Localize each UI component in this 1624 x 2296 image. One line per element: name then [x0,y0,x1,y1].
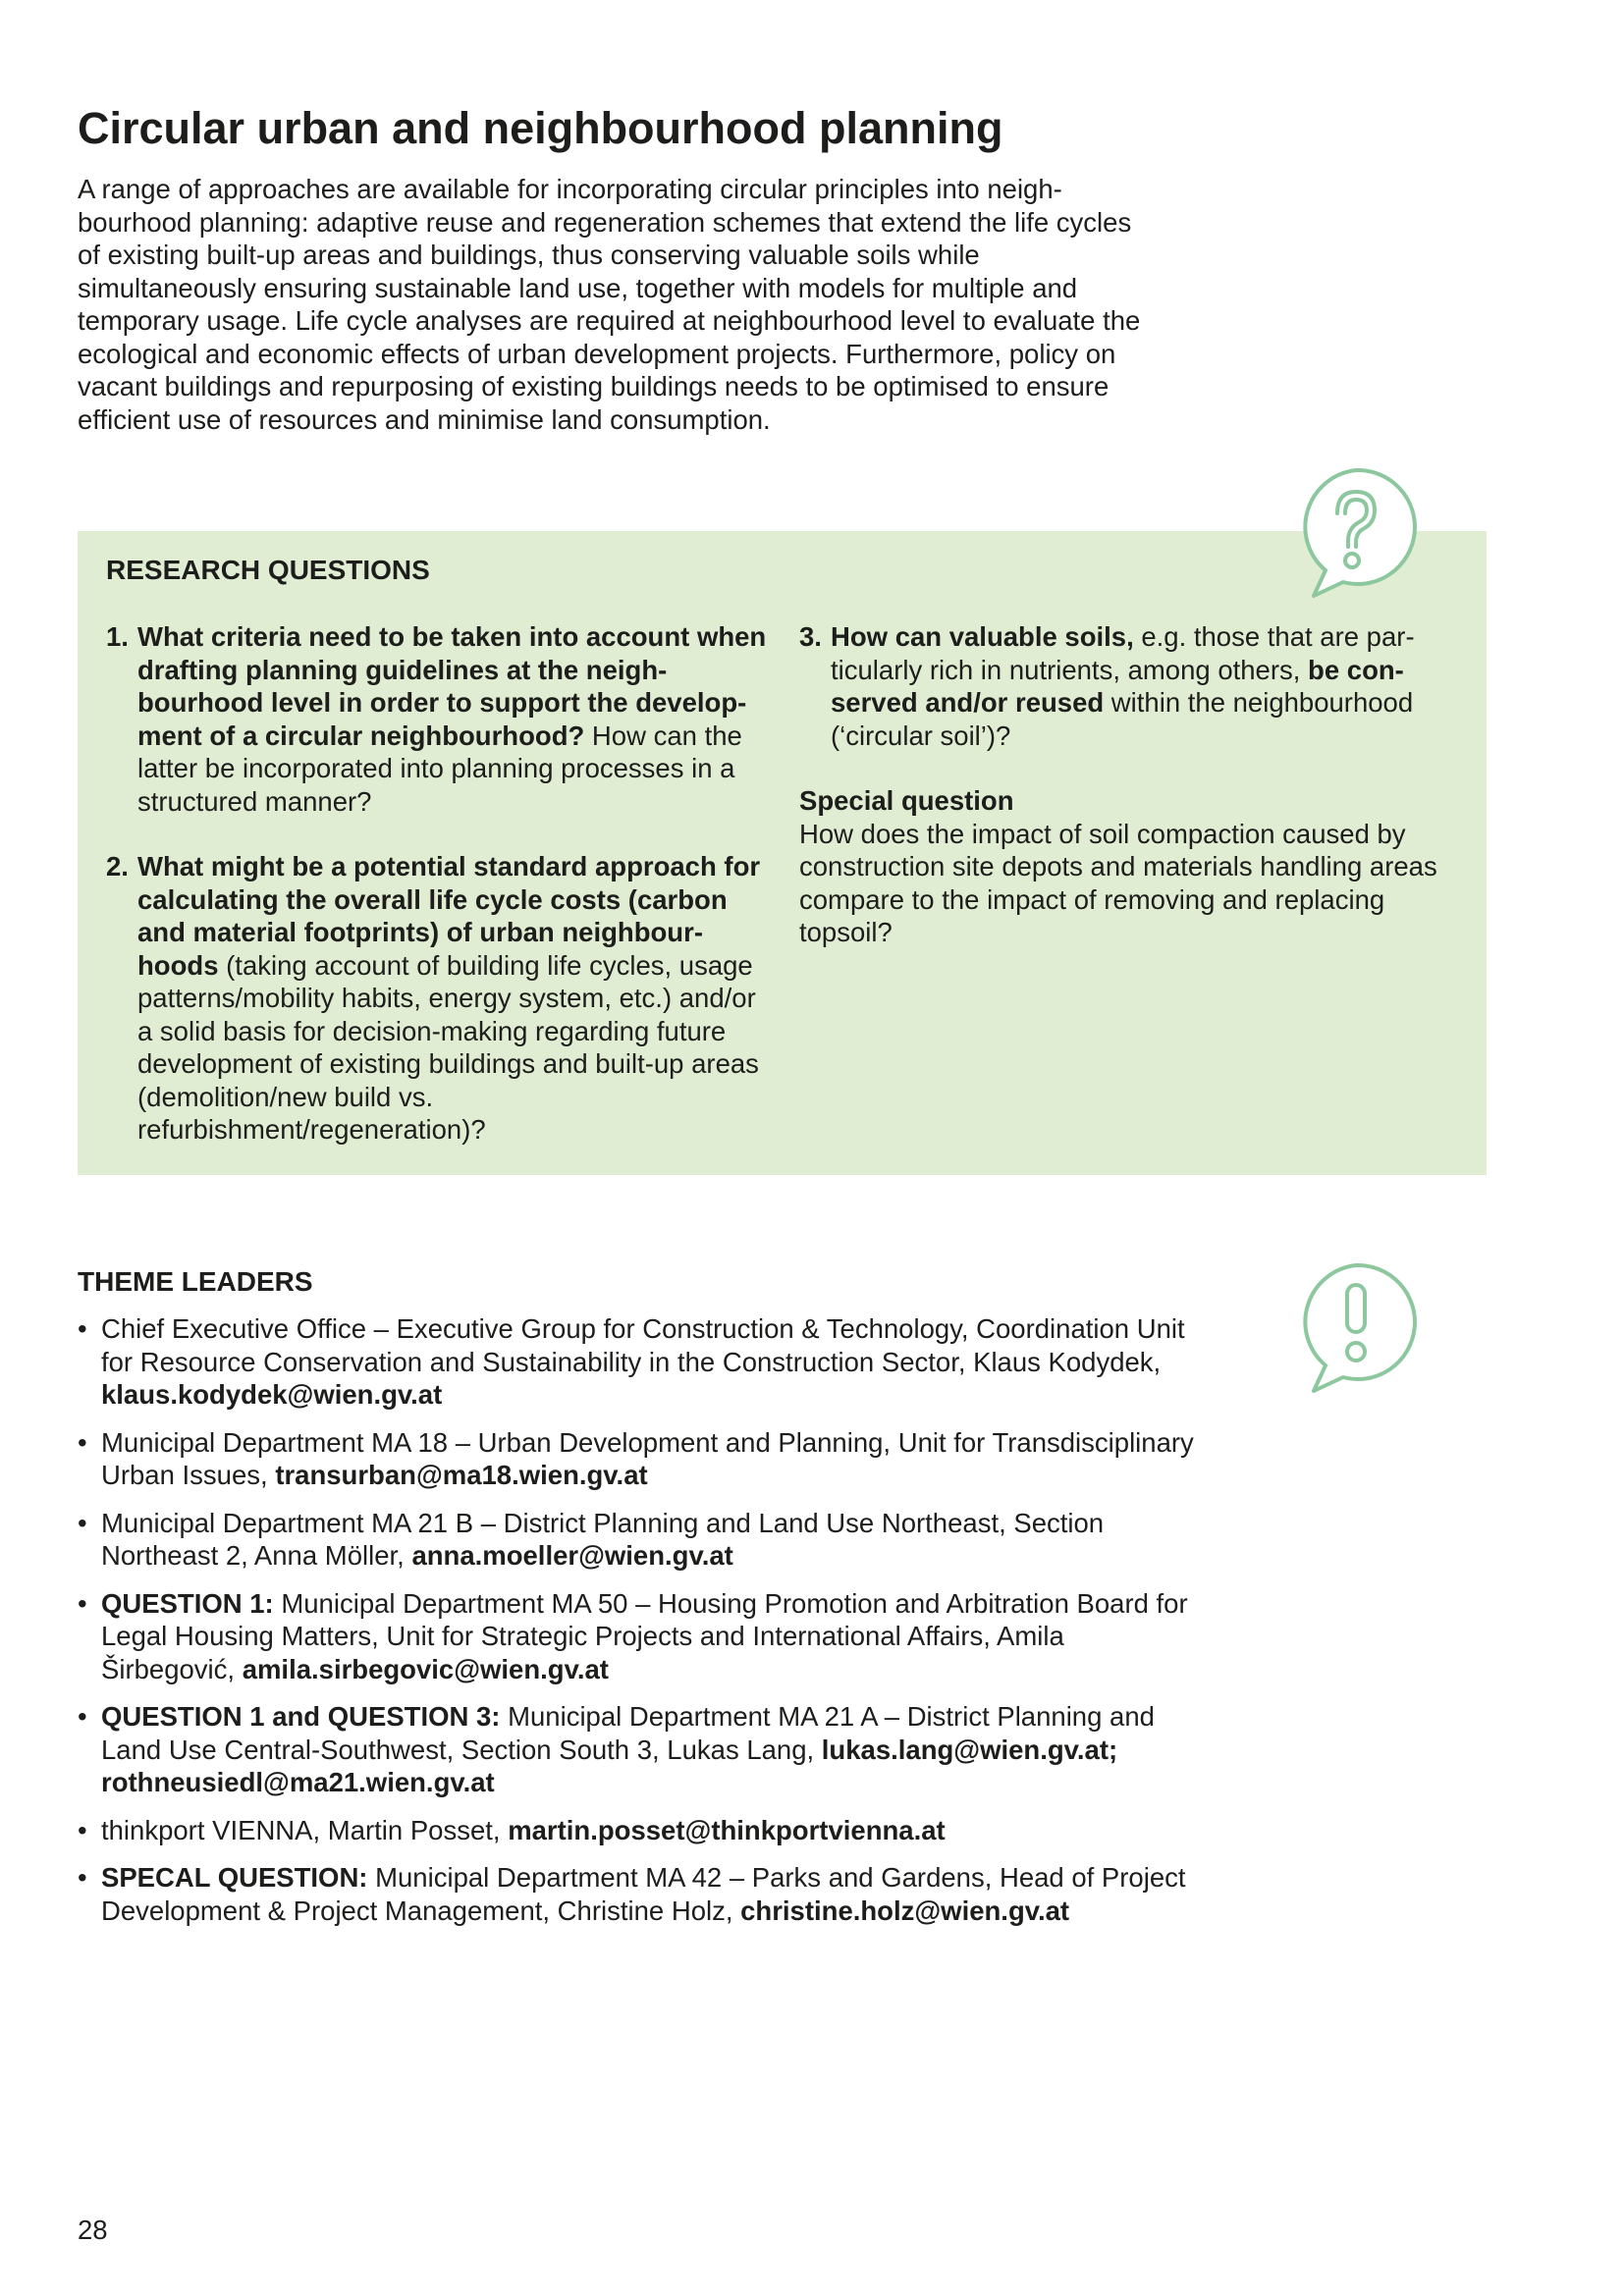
leader-email: anna.moeller@wien.gv.at [411,1540,733,1571]
question-number: 3. [799,621,822,652]
question-rest-text: (taking account of building life cycles, usage patterns/mobility habits, energy system, etc.) and/or a solid basis for decision-making regarding future development of existing buildings and built-up areas (demolition/new build vs. refurbishment/regeneration)? [137,949,759,1145]
theme-leader-item [78,1587,1197,1686]
bullet: • [78,1701,87,1732]
intro-paragraph: A range of approaches are available for incorporating circular principles into neighbourhood planning: adaptive reuse and regeneration schemes that extend the life cycles of existing built-up areas and buildings, thus conserving valuable soils while simultaneously ensuring sustainable land use, together with models for multiple and temporary usage. Life cycle analyses are required at neighbourhood level to evaluate the ecological and economic effects of urban development projects. Furthermore, policy on vacant buildings and repurposing of existing buildings needs to be optimised to ensure efficient use of resources and minimise land consumption. [78,174,1141,435]
question-bold-text: How can valuable soils, [831,621,1134,652]
theme-leader-item [78,1426,1197,1492]
theme-leader-item [78,1861,1197,1927]
theme-leader-item [78,1507,1197,1573]
bullet: • [78,1587,87,1619]
bullet: • [78,1862,87,1893]
leader-description: Municipal Department MA 18 – Urban Development and Planning, Unit for Transdisciplinary Urban Issues, [101,1426,1194,1490]
theme-leaders-list [78,1312,1197,1942]
bullet: • [78,1426,87,1458]
question-number: 1. [106,621,129,652]
leader-description: thinkport VIENNA, Martin Posset, [101,1814,509,1845]
leader-prefix: SPECAL QUESTION: [101,1862,368,1893]
question-text [137,620,774,818]
leader-email: transurban@ma18.wien.gv.at [275,1460,648,1490]
leader-text [101,1700,1197,1799]
leader-text [101,1426,1197,1492]
special-question-text: How does the impact of soil compaction caused by construction site depots and materials handling areas compare to the impact of removing and replacing topsoil? [799,818,1437,947]
question-speech-bubble-icon [1292,464,1420,602]
question-rest-text: within the neighbourhood (‘circular soil’)? [831,687,1414,751]
leader-text [101,1507,1197,1573]
question-number: 2. [106,851,129,881]
theme-leaders-heading: THEME LEADERS [78,1266,313,1297]
research-questions-right-column [799,620,1467,949]
research-questions-heading: RESEARCH QUESTIONS [106,555,430,585]
theme-leader-item [78,1814,1197,1847]
research-question-1 [106,620,774,818]
exclamation-speech-bubble-icon [1292,1259,1420,1397]
leader-description: Municipal Department MA 21 A – District Planning and Land Use Central-Southwest, Section South 3, Lukas Lang, [101,1701,1155,1765]
leader-description: Municipal Department MA 50 – Housing Promotion and Arbitration Board for Legal Housing Matters, Unit for Strategic Projects and International Affairs, Amila Širbegović, [101,1587,1188,1684]
page-title: Circular urban and neighbourhood planning [78,103,1003,153]
theme-leader-item [78,1700,1197,1799]
research-questions-left-column [106,620,774,1179]
leader-text [101,1814,1197,1847]
leader-email: lukas.lang@wien.gv.at; rothneusiedl@ma21.wien.gv.at [101,1734,1118,1797]
leader-email: klaus.kodydek@wien.gv.at [101,1379,443,1410]
leader-prefix: QUESTION 1: [101,1587,274,1619]
special-question-title: Special question [799,785,1014,816]
leader-email: christine.holz@wien.gv.at [740,1895,1070,1926]
leader-description: Municipal Department MA 21 B – District Planning and Land Use Northeast, Section Northeast 2, Anna Möller, [101,1507,1105,1571]
theme-leader-item [78,1312,1197,1412]
research-question-3 [799,620,1467,752]
leader-text [101,1312,1197,1412]
question-mid-text: e.g. those that are particularly rich in nutrients, among others, [831,621,1415,685]
question-rest-text: How can the latter be incorporated into planning processes in a structured manner? [137,720,742,817]
bullet: • [78,1507,87,1538]
leader-email: martin.posset@thinkportvienna.at [508,1814,946,1845]
question-bold-text: What might be a potential standard approach for calculating the overall life cycle costs (carbon and material footprints) of urban neighbourhoods [137,851,761,981]
leader-description: Chief Executive Office – Executive Group for Construction & Technology, Coordination Unit for Resource Conservation and Sustainability in the Construction Sector, Klaus Kodydek, [101,1313,1185,1377]
question-text [137,850,774,1147]
question-text [831,620,1467,752]
leader-email: amila.sirbegovic@wien.gv.at [242,1653,609,1684]
bullet: • [78,1814,87,1845]
research-question-2 [106,850,774,1147]
question-bold-text: be conserved and/or reused [831,654,1404,718]
bullet: • [78,1313,87,1344]
page-number: 28 [78,2215,108,2245]
question-bold-text: What criteria need to be taken into account when drafting planning guidelines at the neighbourhood level in order to support the development of a circular neighbourhood? [137,621,767,751]
special-question [799,784,1467,949]
leader-text [101,1861,1197,1927]
leader-prefix: QUESTION 1 and QUESTION 3: [101,1701,501,1732]
leader-description: Municipal Department MA 42 – Parks and Gardens, Head of Project Development & Project Management, Christine Holz, [101,1862,1186,1926]
leader-text [101,1587,1197,1686]
